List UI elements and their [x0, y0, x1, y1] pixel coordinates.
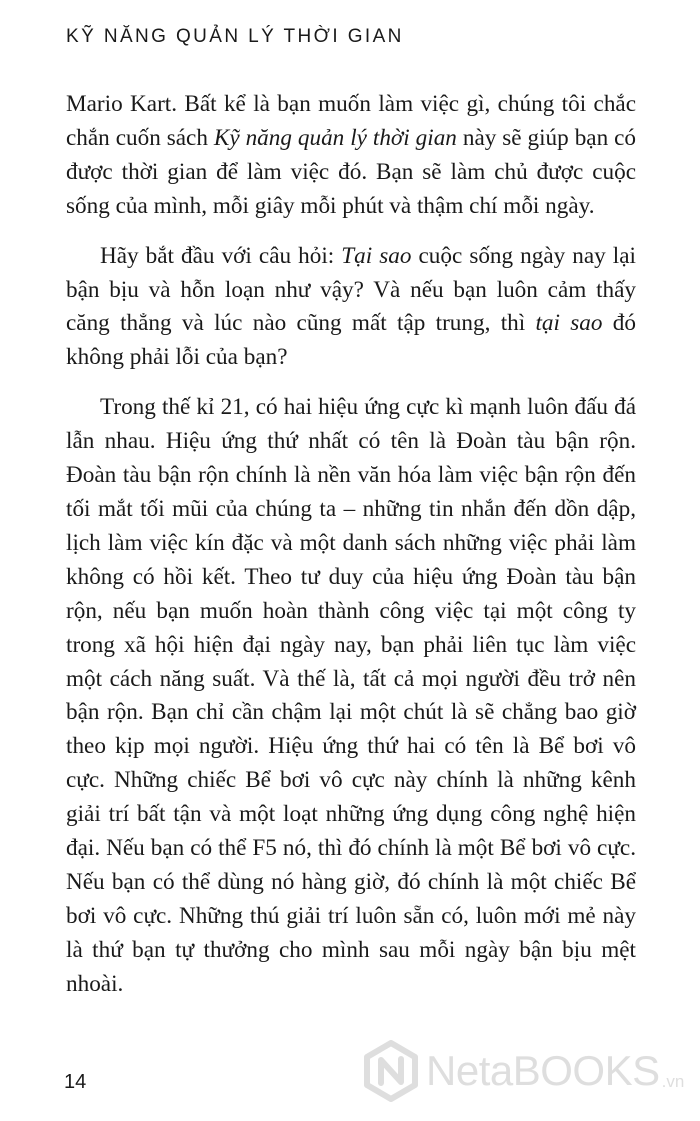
paragraph-2-text: Hãy bắt đầu với câu hỏi:	[100, 242, 342, 269]
paragraph-1-text: Mario Kart. Bất kể là bạn muốn làm việc gì, chúng tôi chắc chắn cuốn sách	[66, 91, 636, 151]
page-number: 14	[64, 1071, 87, 1093]
paragraph-2-text-middle: cuộc sống ngày nay lại bận bịu và hỗn loạn như vậy? Và nếu bạn luôn cảm thấy căng thẳng và lúc nào cũng mất tập trung, thì	[66, 242, 636, 337]
emphasis-italic: tại sao	[535, 310, 603, 337]
netabooks-logo-icon	[360, 1040, 422, 1102]
paragraph-3: Trong thế kỉ 21, có hai hiệu ứng cực kì mạnh luôn đấu đá lẫn nhau. Hiệu ứng thứ nhất có tên là Đoàn tàu bận rộn. Đoàn tàu bận rộn chính là nền văn hóa làm việc bận rộn đến tối mắt tối mũi của chúng ta – những tin nhắn đến dồn dập, lịch làm việc kín đặc và một danh sách những việc phải làm không có hồi kết. Theo tư duy của hiệu ứng Đoàn tàu bận rộn, nếu bạn muốn hoàn thành công việc tại một công ty trong xã hội hiện đại ngày nay, bạn phải liên tục làm việc một cách năng suất. Và thế là, tất cả mọi người đều trở nên bận rộn. Bạn chỉ cần chậm lại một chút là sẽ chẳng bao giờ theo kịp mọi người. Hiệu ứng thứ hai có tên là Bể bơi vô cực. Những chiếc Bể bơi vô cực này chính là những kênh giải trí bất tận và một loạt những ứng dụng công nghệ hiện đại. Nếu bạn có thể F5 nó, thì đó chính là một Bể bơi vô cực. Nếu bạn có thể dùng nó hàng giờ, đó chính là một chiếc Bể bơi vô cực. Những thú giải trí luôn sẵn có, luôn mới mẻ này là thứ bạn tự thưởng cho mình sau mỗi ngày bận bịu mệt nhoài.	[66, 394, 636, 997]
paragraph-2	[66, 240, 636, 376]
paragraph-2-text-end: đó không phải lỗi của bạn?	[66, 310, 636, 371]
running-head: KỸ NĂNG QUẢN LÝ THỜI GIAN	[66, 26, 404, 47]
emphasis-italic: Tại sao	[341, 242, 412, 269]
watermark-suffix: .vn	[661, 1072, 685, 1091]
watermark-brand: NetaBOOKS	[426, 1047, 660, 1094]
book-title-italic: Kỹ năng quản lý thời gian	[213, 124, 457, 151]
watermark	[360, 1040, 684, 1102]
paragraph-1	[66, 88, 636, 224]
paragraph-1-text-end: này sẽ giúp bạn có được thời gian để làm việc đó. Bạn sẽ làm chủ được cuộc sống của mình, mỗi giây mỗi phút và thậm chí mỗi ngày.	[66, 124, 636, 219]
body-text	[66, 88, 636, 1018]
